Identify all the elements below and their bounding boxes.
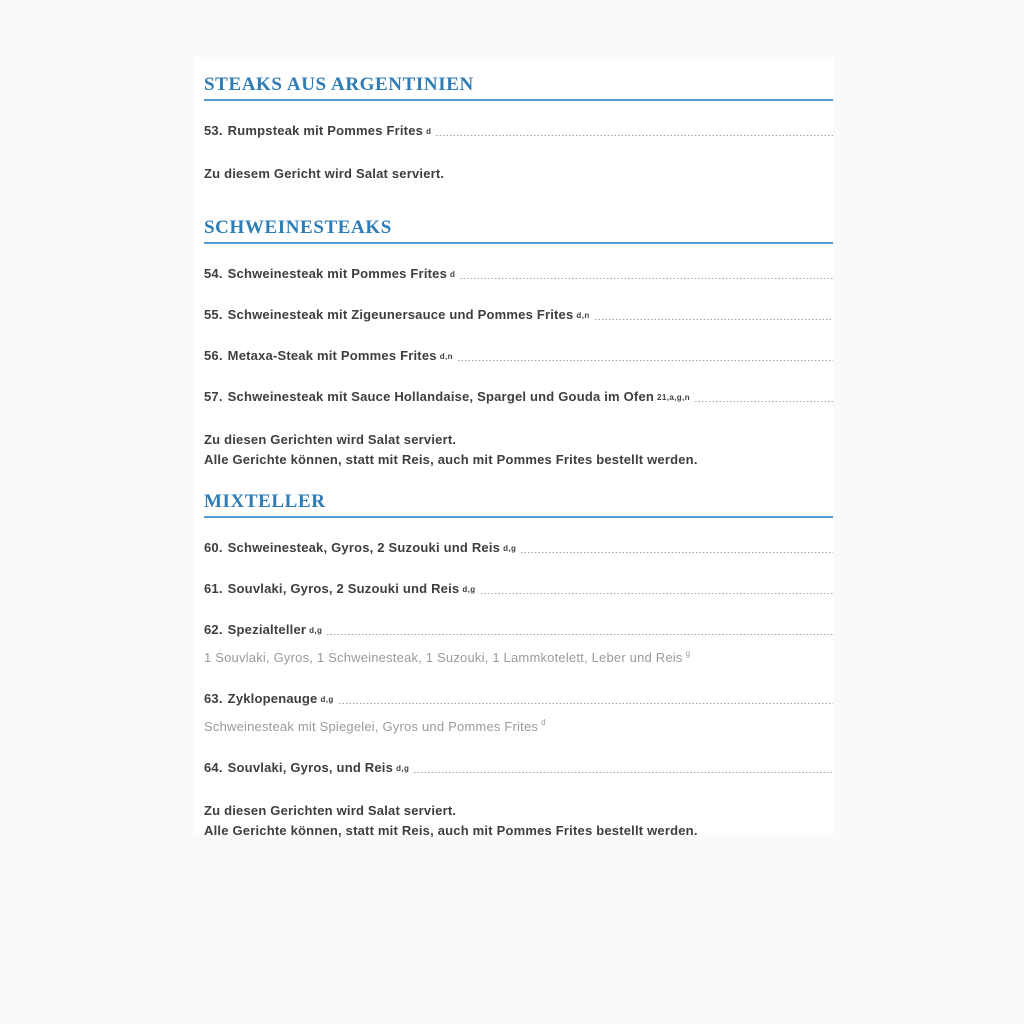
item-name: Metaxa-Steak mit Pommes Frites [227,348,437,363]
item-name: Schweinesteak mit Zigeunersauce und Pommes Frites [227,307,574,322]
dotted-leader [436,135,833,137]
dotted-leader [327,634,833,636]
section-notes [204,801,833,841]
section-note: Alle Gerichte können, statt mit Reis, auch mit Pommes Frites bestellt werden. [204,823,698,838]
dotted-leader [460,278,833,280]
dotted-leader [458,360,833,362]
section-notes [204,164,833,184]
item-name: Rumpsteak mit Pommes Frites [227,123,424,138]
item-number: 64. [204,760,223,775]
menu-item-53: 53. Rumpsteak mit Pommes Frites $^d$ [204,123,833,138]
section-title: STEAKS AUS ARGENTINIEN [204,75,833,101]
item-name: Souvlaki, Gyros, 2 Suzouki und Reis [227,581,460,596]
item-number: 61. [204,581,223,596]
item-number: 57. [204,389,223,404]
item-number: 60. [204,540,223,555]
section-items [204,540,833,775]
item-number: 62. [204,622,223,637]
section-schweinesteaks [204,218,833,470]
item-number: 63. [204,691,223,706]
description-text: 1 Souvlaki, Gyros, 1 Schweinesteak, 1 Suzouki, 1 Lammkotelett, Leber und Reis [204,650,683,665]
menu-item-62: 62. Spezialteller $^{d,g}$ [204,622,833,637]
menu-item-54: 54. Schweinesteak mit Pommes Frites $^d$ [204,266,833,281]
description-allergen-codes: g [685,648,691,658]
section-notes [204,430,833,470]
item-number: 53. [204,123,223,138]
menu-item-61: 61. Souvlaki, Gyros, 2 Suzouki und Reis $^{d,g}$ [204,581,833,596]
item-number: 54. [204,266,223,281]
item-name: Schweinesteak, Gyros, 2 Suzouki und Reis [227,540,501,555]
item-name: Spezialteller [227,622,307,637]
menu-item-63: 63. Zyklopenauge $^{d,g}$ [204,691,833,706]
item-number: 56. [204,348,223,363]
dotted-leader [695,401,833,403]
description-text: Schweinesteak mit Spiegelei, Gyros und Pommes Frites [204,719,539,734]
dotted-leader [521,552,833,554]
section-steaks-aus-argentinien [204,75,833,184]
section-mixteller [204,492,833,841]
description-allergen-codes: d [541,717,546,727]
dotted-leader [414,772,833,774]
dotted-leader [481,593,833,595]
item-number: 55. [204,307,223,322]
menu-item-62-description [204,650,833,665]
item-name: Schweinesteak mit Sauce Hollandaise, Spargel und Gouda im Ofen [227,389,655,404]
menu-page [193,57,833,838]
dotted-leader [339,703,833,705]
section-title: SCHWEINESTEAKS [204,218,833,244]
menu-item-57: 57. Schweinesteak mit Sauce Hollandaise, Spargel und Gouda im Ofen $^{21,a,g,n}$ [204,389,833,404]
section-note: Zu diesen Gerichten wird Salat serviert. [204,803,457,818]
section-items [204,266,833,404]
section-note: Zu diesen Gerichten wird Salat serviert. [204,432,457,447]
section-note: Zu diesem Gericht wird Salat serviert. [204,166,445,181]
item-name: Souvlaki, Gyros, und Reis [227,760,394,775]
section-note: Alle Gerichte können, statt mit Reis, auch mit Pommes Frites bestellt werden. [204,452,698,467]
dotted-leader [595,319,833,321]
menu-item-60: 60. Schweinesteak, Gyros, 2 Suzouki und Reis $^{d,g}$ [204,540,833,555]
item-name: Zyklopenauge [227,691,318,706]
menu-item-64: 64. Souvlaki, Gyros, und Reis $^{d,g}$ [204,760,833,775]
section-items [204,123,833,138]
menu-item-56: 56. Metaxa-Steak mit Pommes Frites $^{d,n}$ [204,348,833,363]
menu-item-55: 55. Schweinesteak mit Zigeunersauce und Pommes Frites $^{d,n}$ [204,307,833,322]
item-name: Schweinesteak mit Pommes Frites [227,266,448,281]
section-title: MIXTELLER [204,492,833,518]
menu-item-63-description [204,719,833,734]
